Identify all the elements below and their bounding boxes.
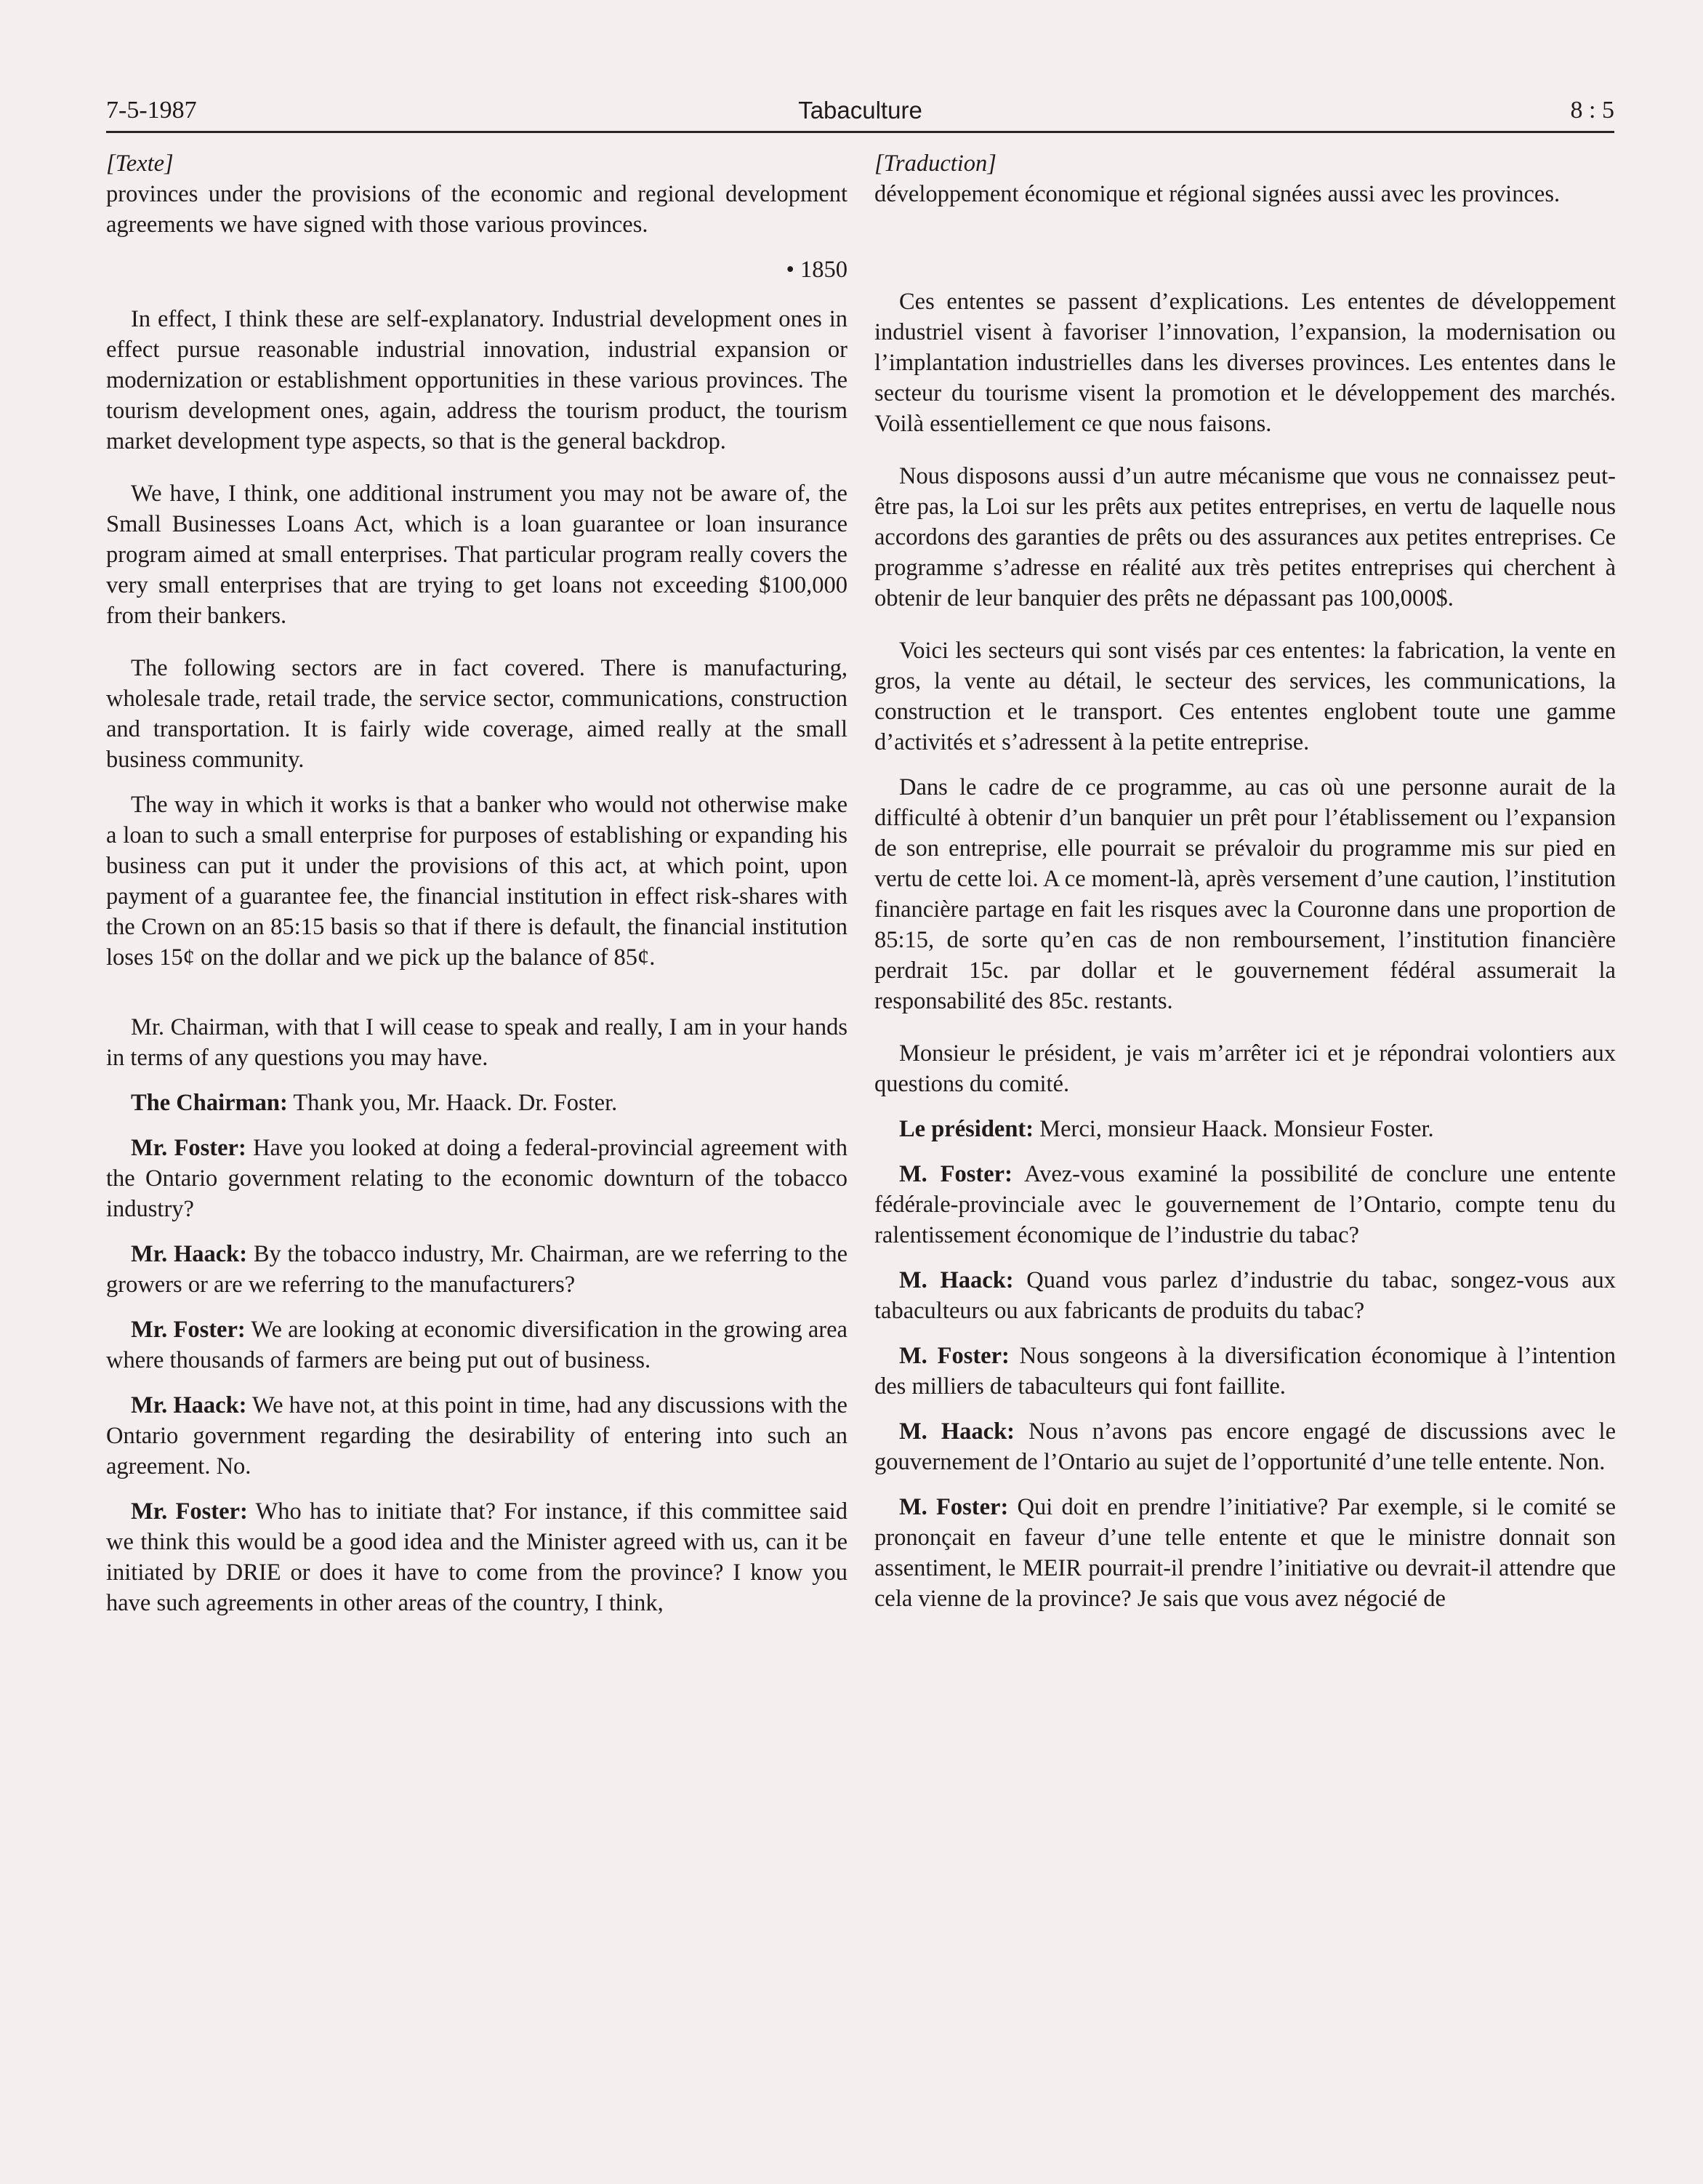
speech-text: We are looking at economic diversification in the growing area where thousands of farmers are being put out of business.: [106, 1317, 848, 1373]
speaker-paragraph: [874, 1341, 1616, 1402]
speaker-name: Mr. Foster:: [131, 1498, 248, 1525]
paragraph: The following sectors are in fact covered. There is manufacturing, wholesale trade, retail trade, the service sector, communications, construction and transportation. It is fairly wide coverage, aimed really at the small business community.: [106, 655, 848, 773]
speaker-name: Mr. Foster:: [131, 1135, 246, 1161]
speech-text: Who has to initiate that? For instance, if this committee said we think this would be a good idea and the Minister agreed with us, can it be initiated by DRIE or does it have to come from the province? I know you have such agreements in other areas of the country, I think,: [106, 1498, 848, 1616]
speaker-paragraph: [106, 1390, 848, 1482]
paragraph: In effect, I think these are self-explanatory. Industrial development ones in effect pursue reasonable industrial innovation, industrial expansion or modernization or establishment opportunities in these various provinces. The tourism development ones, again, address the tourism product, the tourism market development type aspects, so that is the general backdrop.: [106, 306, 848, 454]
speaker-paragraph: [106, 1239, 848, 1300]
paragraph: The way in which it works is that a banker who would not otherwise make a loan to such a small enterprise for purposes of establishing or expanding his business can put it under the provisions of this act, at which point, upon payment of a guarantee fee, the financial institution in effect risk-shares with the Crown on an 85:15 basis so that if there is default, the financial institution loses 15¢ on the dollar and we pick up the balance of 85¢.: [106, 792, 848, 971]
speaker-name: The Chairman:: [131, 1090, 288, 1116]
speaker-name: Mr. Haack:: [131, 1241, 248, 1267]
speaker-paragraph: [874, 1416, 1616, 1477]
speaker-paragraph: [874, 1492, 1616, 1614]
header-date: 7-5-1987: [106, 97, 197, 124]
speaker-paragraph: [106, 1133, 848, 1224]
speaker-paragraph: [874, 1265, 1616, 1326]
speaker-paragraph: [874, 1114, 1616, 1144]
speaker-name: Mr. Foster:: [131, 1317, 246, 1343]
paragraph: provinces under the provisions of the economic and regional development agreements we have signed with those various provinces.: [106, 181, 848, 238]
paragraph: développement économique et régional signées aussi avec les provinces.: [874, 181, 1561, 207]
speech-text: Thank you, Mr. Haack. Dr. Foster.: [287, 1090, 618, 1116]
paragraph: We have, I think, one additional instrument you may not be aware of, the Small Businesses Loans Act, which is a loan guarantee or loan insurance program aimed at small enterprises. That particular program really covers the very small enterprises that are trying to get loans not exceeding $100,000 from their bankers.: [106, 481, 848, 629]
speaker-paragraph: [106, 1314, 848, 1376]
speech-text: Merci, monsieur Haack. Monsieur Foster.: [1034, 1116, 1434, 1142]
french-column: [874, 148, 1616, 1629]
speaker-name: M. Foster:: [899, 1161, 1012, 1187]
page-header: [106, 86, 1614, 133]
speech-text: Avez-vous examiné la possibilité de conclure une entente fédérale-provinciale avec le gouvernement de l’Ontario, compte tenu du ralentissement économique de l’industrie du tabac?: [874, 1161, 1617, 1248]
time-marker: • 1850: [786, 257, 848, 283]
translation-tag: [Traduction]: [874, 150, 997, 177]
speaker-name: M. Haack:: [899, 1267, 1014, 1293]
speaker-name: Le président:: [899, 1116, 1034, 1142]
english-column: [106, 148, 848, 1633]
speech-text: Nous n’avons pas encore engagé de discussions avec le gouvernement de l’Ontario au sujet de l’opportunité d’une telle entente. Non.: [874, 1418, 1616, 1475]
speaker-paragraph: [874, 1159, 1616, 1250]
speech-text: Qui doit en prendre l’initiative? Par exemple, si le comité se prononçait en faveur d’une telle entente et que le ministre donnait son assentiment, le MEIR pourrait-il prendre l’initiative ou devrait-il attendre que cela vienne de la province? Je sais que vous avez négocié de: [874, 1494, 1616, 1612]
speaker-name: M. Foster:: [899, 1343, 1010, 1369]
header-title: Tabaculture: [798, 97, 922, 124]
speech-text: Nous songeons à la diversification économique à l’intention des milliers de tabaculteurs qui font faillite.: [874, 1343, 1617, 1400]
speaker-name: M. Foster:: [899, 1494, 1009, 1520]
paragraph: Nous disposons aussi d’un autre mécanisme que vous ne connaissez peut-être pas, la Loi sur les prêts aux petites entreprises, en vertu de laquelle nous accordons des garanties de prêts ou des assurances aux petites entreprises. Ce programme s’adresse en réalité aux très petites entreprises qui cherchent à obtenir de leur banquier des prêts ne dépassant pas 100,000$.: [874, 463, 1616, 611]
speech-text: Quand vous parlez d’industrie du tabac, songez-vous aux tabaculteurs ou aux fabricants de produits du tabac?: [874, 1267, 1616, 1324]
paragraph: Mr. Chairman, with that I will cease to speak and really, I am in your hands in terms of any questions you may have.: [106, 1014, 848, 1071]
speech-text: By the tobacco industry, Mr. Chairman, are we referring to the growers or are we referring to the manufacturers?: [106, 1241, 848, 1298]
speaker-paragraph: [106, 1496, 848, 1618]
paragraph: Voici les secteurs qui sont visés par ces ententes: la fabrication, la vente en gros, la vente au détail, le secteur des services, les communications, la construction et le transport. Ces ententes englobent toute une gamme d’activités et s’adressent à la petite entreprise.: [874, 638, 1616, 755]
speech-text: Have you looked at doing a federal-provincial agreement with the Ontario government relating to the economic downturn of the tobacco industry?: [106, 1135, 848, 1222]
speaker-name: M. Haack:: [899, 1418, 1015, 1445]
paragraph: Ces ententes se passent d’explications. Les ententes de développement industriel visent à favoriser l’innovation, l’expansion, la modernisation ou l’implantation industrielles dans les diverses provinces. Les ententes dans le secteur du tourisme visent la promotion et le développement des marchés. Voilà essentiellement ce que nous faisons.: [874, 289, 1616, 437]
paragraph: Dans le cadre de ce programme, au cas où une personne aurait de la difficulté à obtenir d’un banquier un prêt pour l’établissement ou l’expansion de son entreprise, elle pourrait se prévaloir du programme mis sur pied en vertu de cette loi. A ce moment-là, après versement d’une caution, l’institution financière partage en fait les risques avec la Couronne dans une proportion de 85:15, de sorte qu’en cas de non remboursement, l’institution financière perdrait 15c. par dollar et le gouvernement fédéral assumerait la responsabilité des 85c. restants.: [874, 774, 1616, 1014]
text-tag: [Texte]: [106, 150, 174, 177]
speaker-name: Mr. Haack:: [131, 1392, 247, 1418]
paragraph: Monsieur le président, je vais m’arrêter ici et je répondrai volontiers aux questions du comité.: [874, 1040, 1616, 1097]
speaker-paragraph: [106, 1088, 848, 1118]
header-page-number: 8 : 5: [1570, 97, 1614, 124]
speech-text: We have not, at this point in time, had any discussions with the Ontario government regarding the desirability of entering into such an agreement. No.: [106, 1392, 848, 1480]
